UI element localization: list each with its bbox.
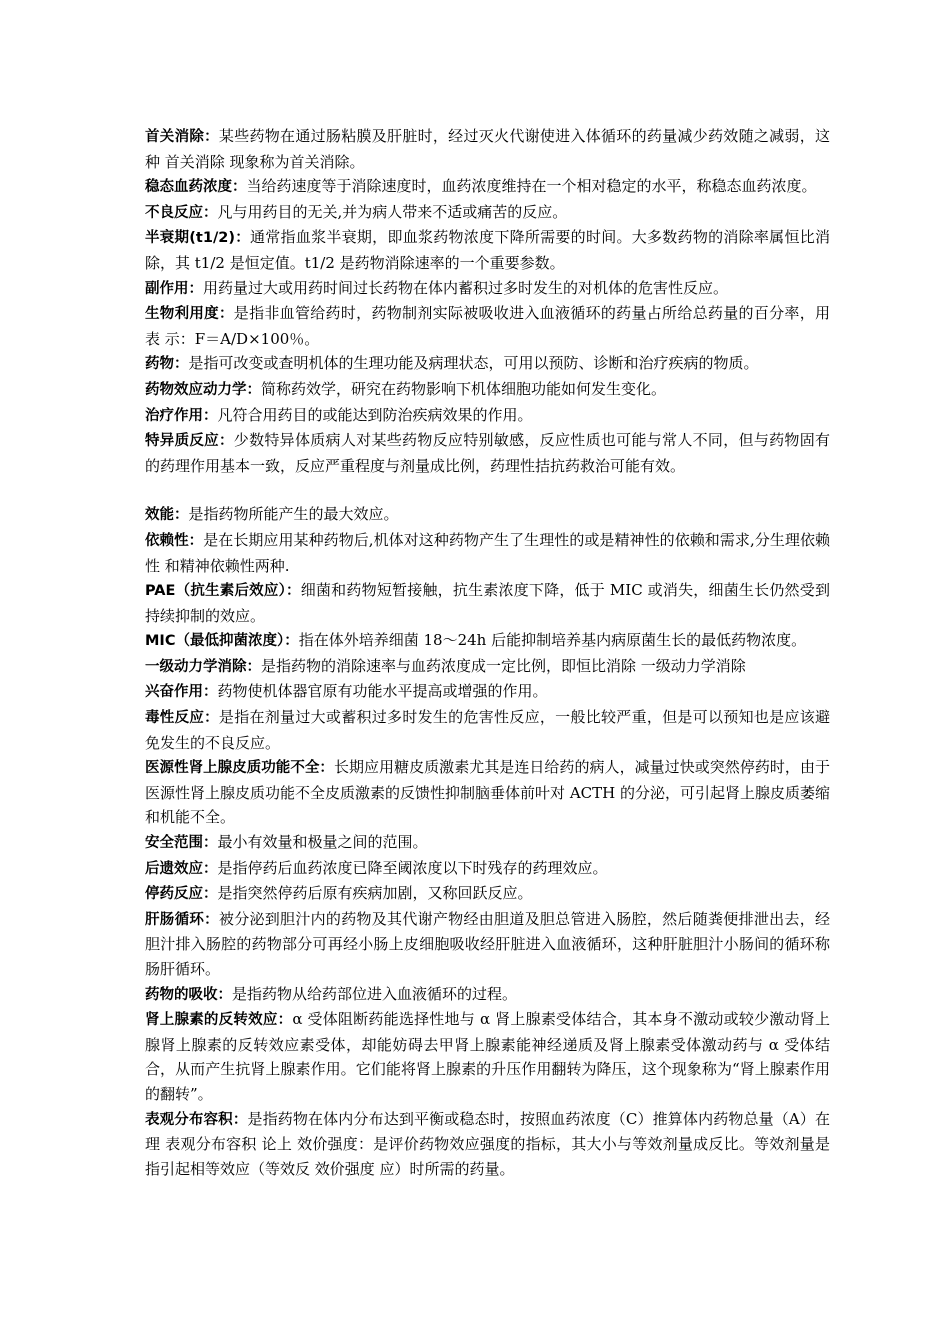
entry-pharmacodynamics (145, 377, 830, 403)
entry-enterohepatic-circulation (145, 907, 830, 982)
definition: 长期应用糖皮质激素尤其是连日给药的病人，减量过快或突然停药时，由于医源性肾上腺皮质功能不全皮质激素的反馈性抑制脑垂体前叶对 ACTH 的分泌，可引起肾上腺皮质萎缩和机能不全。 (145, 758, 830, 827)
definition: 是指非血管给药时，药物制剂实际被吸收进入血液循环的药量占所给总药量的百分率，用表 示：F＝A/D×100％。 (145, 304, 830, 348)
term: 安全范围： (145, 835, 218, 852)
term: 表观分布容积： (145, 1111, 248, 1128)
entry-iatrogenic-adrenal-insufficiency (145, 755, 830, 830)
entry-drug-absorption (145, 982, 830, 1008)
entry-steady-state-concentration (145, 174, 830, 200)
term: PAE（抗生素后效应）： (145, 583, 301, 600)
entry-first-order-elimination (145, 654, 830, 680)
entry-dependence (145, 528, 830, 578)
definition: 细菌和药物短暂接触，抗生素浓度下降，低于 MIC 或消失，细菌生长仍然受到持续抑制的效应。 (145, 581, 830, 625)
entry-apparent-volume-of-distribution (145, 1107, 830, 1182)
definition: 用药量过大或用药时间过长药物在体内蓄积过多时发生的对机体的危害性反应。 (203, 278, 729, 297)
entry-adverse-reaction (145, 200, 830, 226)
definition: 被分泌到胆汁内的药物及其代谢产物经由胆道及胆总管进入肠腔，然后随粪便排泄出去，经胆汁排入肠腔的药物部分可再经小肠上皮细胞吸收经肝脏进入血液循环，这种肝脏胆汁小肠间的循环称肠肝循环。 (145, 909, 830, 978)
definition: 是指停药后血药浓度已降至阈浓度以下时残存的药理效应。 (217, 858, 608, 877)
entry-residual-effect (145, 856, 830, 882)
term: 效能： (145, 507, 189, 524)
term: 治疗作用： (145, 407, 218, 424)
definition: 最小有效量和极量之间的范围。 (217, 833, 428, 852)
paragraph-gap (145, 478, 830, 502)
definition: 少数特异体质病人对某些药物反应特别敏感，反应性质也可能与常人不同，但与药物固有的药理作用基本一致，反应严重程度与剂量成比例，药理性拮抗药救治可能有效。 (145, 431, 830, 475)
definition: 药物使机体器官原有功能水平提高或增强的作用。 (217, 682, 548, 701)
term: 药物的吸收： (145, 986, 232, 1003)
term: 首关消除： (145, 129, 219, 145)
definition: 是指药物的消除速率与血药浓度成一定比例，即恒比消除 一级动力学消除 (261, 656, 746, 675)
entry-toxic-reaction (145, 705, 830, 755)
definition: 是指突然停药后原有疾病加剧，又称回跃反应。 (217, 884, 533, 903)
term: 肾上腺素的反转效应： (145, 1012, 293, 1029)
term: 后遗效应： (145, 860, 218, 877)
term: 肝肠循环： (145, 911, 219, 928)
entry-efficacy (145, 502, 830, 528)
term: 医源性肾上腺皮质功能不全： (145, 760, 334, 777)
term: 生物利用度： (145, 306, 234, 323)
entry-half-life (145, 225, 830, 275)
term: 稳态血药浓度： (145, 179, 247, 196)
term: 半衰期(t1/2)： (145, 230, 251, 247)
term: 一级动力学消除： (145, 658, 261, 675)
definition: 是指药物从给药部位进入血液循环的过程。 (232, 984, 518, 1003)
entry-therapeutic-effect (145, 403, 830, 429)
definition: 是指可改变或查明机体的生理功能及病理状态，可用以预防、诊断和治疗疾病的物质。 (188, 354, 759, 373)
entry-bioavailability (145, 301, 830, 351)
entry-idiosyncratic-reaction (145, 428, 830, 478)
definition: α 受体阻断药能选择性地与 α 肾上腺素受体结合，其本身不激动或较少激动肾上腺肾上腺素的反转效应素受体，却能妨碍去甲肾上腺素能神经递质及肾上腺素受体激动药与 α 受体结合，从而产生抗肾上腺素作用。它们能将肾上腺素的升压作用翻转为降压，这个现象称为“肾上腺素作用的翻转”。 (145, 1010, 831, 1103)
definition: 通常指血浆半衰期，即血浆药物浓度下降所需要的时间。大多数药物的消除率属恒比消除，其 t1/2 是恒定值。t1/2 是药物消除速率的一个重要参数。 (145, 228, 830, 272)
term: 特异质反应： (145, 433, 234, 450)
definition: 某些药物在通过肠粘膜及肝脏时，经过灭火代谢使进入体循环的药量减少药效随之减弱，这种 首关消除 现象称为首关消除。 (145, 127, 830, 171)
entry-mic (145, 628, 830, 654)
entry-first-pass-elimination (145, 124, 830, 174)
definition: 指在体外培养细菌 18～24h 后能抑制培养基内病原菌生长的最低药物浓度。 (298, 631, 807, 650)
definition: 是指药物在体内分布达到平衡或稳态时，按照血药浓度（C）推算体内药物总量（A）在理 表观分布容积 论上 效价强度：是评价药物效应强度的指标，其大小与等效剂量成反比。等效剂量是指引起相等效应（等效反 效价强度 应）时所需的药量。 (145, 1109, 830, 1178)
term: 不良反应： (145, 204, 218, 221)
entry-drug (145, 351, 830, 377)
term: 停药反应： (145, 886, 218, 903)
term: 兴奋作用： (145, 684, 218, 701)
entry-excitation (145, 679, 830, 705)
entry-side-effect (145, 276, 830, 302)
definition: 是指药物所能产生的最大效应。 (188, 505, 399, 524)
definition: 当给药速度等于消除速度时，血药浓度维持在一个相对稳定的水平，称稳态血药浓度。 (246, 177, 817, 196)
entry-adrenaline-reversal (145, 1007, 830, 1106)
definition: 是指在剂量过大或蓄积过多时发生的危害性反应，一般比较严重，但是可以预知也是应该避免发生的不良反应。 (145, 708, 830, 752)
term: MIC（最低抑菌浓度）： (145, 633, 299, 650)
term: 依赖性： (145, 532, 204, 549)
definition: 凡与用药目的无关,并为病人带来不适或痛苦的反应。 (217, 202, 568, 221)
entry-withdrawal-reaction (145, 881, 830, 907)
entry-pae (145, 578, 830, 628)
definition: 简称药效学，研究在药物影响下机体细胞功能如何发生变化。 (261, 379, 667, 398)
definition: 是在长期应用某种药物后,机体对这种药物产生了生理性的或是精神性的依赖和需求,分生理依赖性 和精神依赖性两种. (145, 530, 830, 575)
term: 药物： (145, 356, 189, 373)
entry-safety-range (145, 830, 830, 856)
term: 副作用： (145, 280, 203, 297)
definition: 凡符合用药目的或能达到防治疾病效果的作用。 (217, 405, 533, 424)
term: 药物效应动力学： (145, 381, 261, 398)
term: 毒性反应： (145, 710, 219, 727)
